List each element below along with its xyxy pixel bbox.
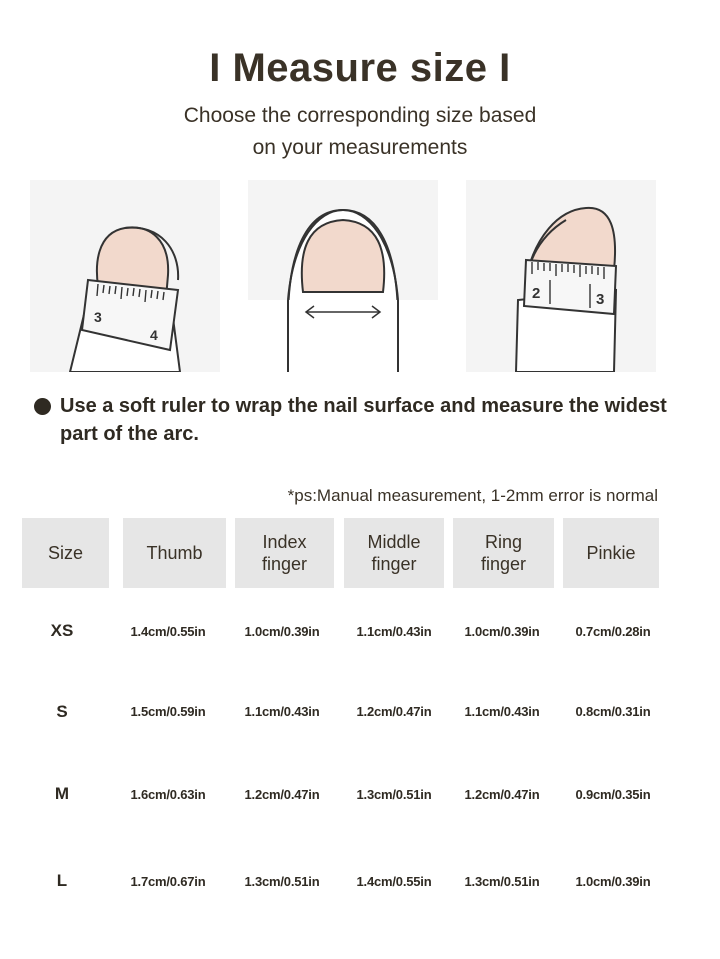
thumb-measure-illustration: [30, 180, 220, 372]
header-index-label: Index finger: [261, 532, 308, 574]
bullet-dot: [34, 398, 51, 415]
table-cell: 1.6cm/0.63in: [130, 787, 206, 802]
table-cell: 1.0cm/0.39in: [244, 624, 320, 639]
ruler-label: 3: [94, 309, 102, 325]
table-cell: 1.3cm/0.51in: [464, 874, 540, 889]
table-cell: 0.7cm/0.28in: [575, 624, 651, 639]
size-xs: XS: [50, 621, 74, 640]
table-cell: 1.4cm/0.55in: [130, 624, 206, 639]
subtitle-line-1: Choose the corresponding size based: [183, 104, 537, 127]
nail-width-illustration: [248, 180, 438, 372]
table-cell: 1.1cm/0.43in: [356, 624, 432, 639]
finger-measure-illustration: [466, 180, 656, 372]
table-cell: 1.7cm/0.67in: [130, 874, 206, 889]
table-cell: 1.1cm/0.43in: [244, 704, 320, 719]
table-cell: 0.8cm/0.31in: [575, 704, 651, 719]
table-cell: 1.2cm/0.47in: [464, 787, 540, 802]
table-cell: 1.2cm/0.47in: [356, 704, 432, 719]
table-cell: 1.1cm/0.43in: [464, 704, 540, 719]
page-subtitle: [0, 100, 720, 164]
page-title: I Measure size I: [209, 46, 511, 90]
header-middle-label: Middle finger: [367, 532, 421, 574]
header-thumb: [123, 518, 226, 588]
size-m: M: [54, 784, 70, 803]
header-size-label: Size: [47, 543, 83, 563]
table-cell: 1.4cm/0.55in: [356, 874, 432, 889]
table-cell: 1.3cm/0.51in: [244, 874, 320, 889]
header-middle: [344, 518, 444, 588]
size-s: S: [56, 702, 68, 721]
ruler-label: 4: [150, 327, 158, 343]
header-ring: [453, 518, 554, 588]
table-cell: 0.9cm/0.35in: [575, 787, 651, 802]
header-pinkie-label: Pinkie: [586, 543, 636, 563]
header-thumb-label: Thumb: [146, 543, 203, 563]
header-size: [22, 518, 109, 588]
ruler-label: 3: [596, 291, 605, 308]
table-cell: 1.3cm/0.51in: [356, 787, 432, 802]
header-index: [235, 518, 334, 588]
table-cell: 1.2cm/0.47in: [244, 787, 320, 802]
table-cell: 1.5cm/0.59in: [130, 704, 206, 719]
measure-instruction: Use a soft ruler to wrap the nail surface and measure the widest part of the arc.: [60, 395, 667, 445]
ruler-label: 2: [532, 285, 541, 302]
table-cell: 1.0cm/0.39in: [464, 624, 540, 639]
size-l: L: [56, 871, 68, 890]
header-ring-label: Ring finger: [480, 532, 527, 574]
error-note: *ps:Manual measurement, 1-2mm error is normal: [287, 486, 658, 505]
header-pinkie: [563, 518, 659, 588]
table-cell: 1.0cm/0.39in: [575, 874, 651, 889]
subtitle-line-2: on your measurements: [252, 136, 468, 159]
